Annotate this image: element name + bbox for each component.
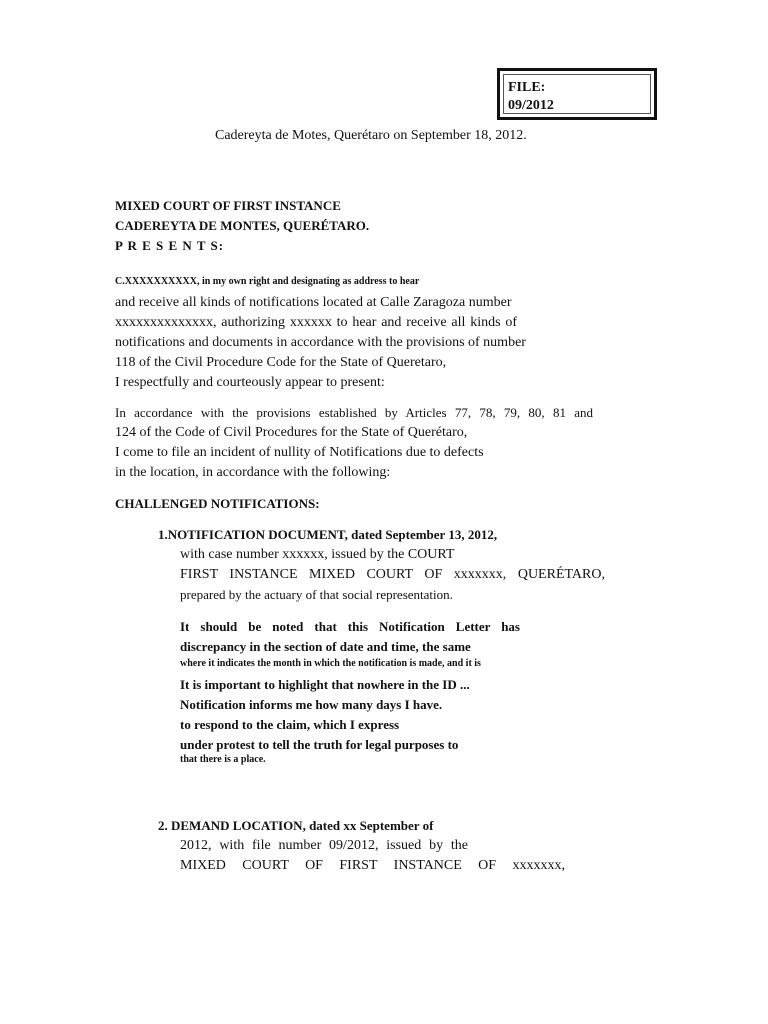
item1-highlight-line: It is important to highlight that nowhere in the ID ... (180, 677, 470, 692)
item1-note-line: discrepancy in the section of date and time, the same (180, 639, 471, 654)
item1-note-line: It should be noted that this Notification Letter has (180, 619, 520, 634)
item1-heading: 1.NOTIFICATION DOCUMENT, dated September 13, 2012, (158, 527, 498, 542)
item1-highlight-line: to respond to the claim, which I express (180, 717, 400, 732)
item2-line: 2012, with file number 09/2012, issued by the (180, 838, 468, 853)
intro-small-line: C.XXXXXXXXXX, in my own right and designating as address to hear (115, 276, 420, 287)
item2-heading: 2. DEMAND LOCATION, dated xx September of (158, 818, 434, 833)
item2-line: MIXED COURT OF FIRST INSTANCE OF xxxxxxx, (180, 858, 565, 873)
file-label: FILE: (508, 80, 546, 95)
item1-line: FIRST INSTANCE MIXED COURT OF xxxxxxx, QUERÉTARO, (180, 567, 605, 582)
item1-highlight-line: Notification informs me how many days I have. (180, 697, 443, 712)
item1-highlight-line: under protest to tell the truth for legal purposes to (180, 737, 459, 752)
intro-line: notifications and documents in accordance with the provisions of number (115, 335, 526, 350)
challenged-heading: CHALLENGED NOTIFICATIONS: (115, 496, 320, 511)
court-location: CADEREYTA DE MONTES, QUERÉTARO. (115, 218, 370, 233)
item1-line: with case number xxxxxx, issued by the COURT (180, 547, 455, 562)
paragraph2-line: I come to file an incident of nullity of Notifications due to defects (115, 445, 484, 460)
paragraph2-line: In accordance with the provisions established by Articles 77, 78, 79, 80, 81 and (115, 405, 593, 420)
item1-highlight-small: that there is a place. (180, 754, 266, 765)
intro-line: xxxxxxxxxxxxxx, authorizing xxxxxx to hear and receive all kinds of (115, 315, 517, 330)
item1-note-small: where it indicates the month in which the notification is made, and it is (180, 658, 481, 669)
place-date: Cadereyta de Motes, Querétaro on September 18, 2012. (215, 128, 527, 143)
intro-line: and receive all kinds of notifications located at Calle Zaragoza number (115, 295, 512, 310)
intro-line: I respectfully and courteously appear to present: (115, 375, 385, 390)
presents-heading: P R E S E N T S: (115, 238, 225, 253)
paragraph2-line: 124 of the Code of Civil Procedures for the State of Querétaro, (115, 425, 468, 440)
paragraph2-line: in the location, in accordance with the following: (115, 465, 391, 480)
file-number: 09/2012 (508, 98, 554, 113)
court-name: MIXED COURT OF FIRST INSTANCE (115, 198, 341, 213)
file-box (497, 68, 657, 120)
item1-line: prepared by the actuary of that social representation. (180, 587, 453, 602)
intro-line: 118 of the Civil Procedure Code for the State of Queretaro, (115, 355, 447, 370)
